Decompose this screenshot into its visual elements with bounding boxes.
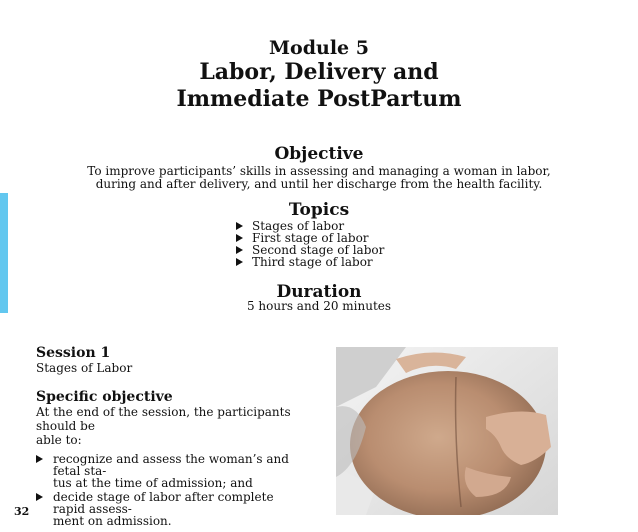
list-item: Third stage of labor [236,256,384,268]
module-title [0,37,638,113]
list-item: Stages of labor [236,220,384,232]
topics-heading: Topics [288,200,350,220]
triangle-bullet-icon [236,222,243,230]
objective-heading: Objective [274,144,364,164]
objective-intro-line2: able to: [36,433,82,447]
list-item: Second stage of labor [236,244,384,256]
triangle-bullet-icon [236,234,243,242]
objective-text-line1: To improve participants’ skills in assessing and managing a woman in labor, [87,164,551,178]
triangle-bullet-icon [236,258,243,266]
objective-intro-line1: At the end of the session, the participants should be [36,405,291,433]
module-number: Module 5 [269,37,369,59]
page-number: 32 [14,505,30,518]
triangle-bullet-icon [36,455,43,463]
session-block [36,345,306,529]
triangle-bullet-icon [236,246,243,254]
triangle-bullet-icon [36,493,43,501]
specific-objective-heading: Specific objective [36,389,173,405]
list-item: First stage of labor [236,232,384,244]
objective-text-line2: during and after delivery, and until her discharge from the health facility. [95,177,543,191]
session-subtitle: Stages of Labor [36,361,133,375]
pregnant-abdomen-photo [336,347,558,515]
specific-objective-list [36,453,306,527]
module-title-line2: Immediate PostPartum [176,86,462,112]
topics-list [236,220,384,268]
duration-heading: Duration [276,282,362,302]
list-item: decide stage of labor after complete rapid assess- ment on admission. [36,491,306,527]
module-title-line1: Labor, Delivery and [199,59,439,85]
duration-value: 5 hours and 20 minutes [246,299,392,313]
list-item: recognize and assess the woman’s and fetal sta- tus at the time of admission; and [36,453,306,489]
session-heading: Session 1 [36,345,111,361]
